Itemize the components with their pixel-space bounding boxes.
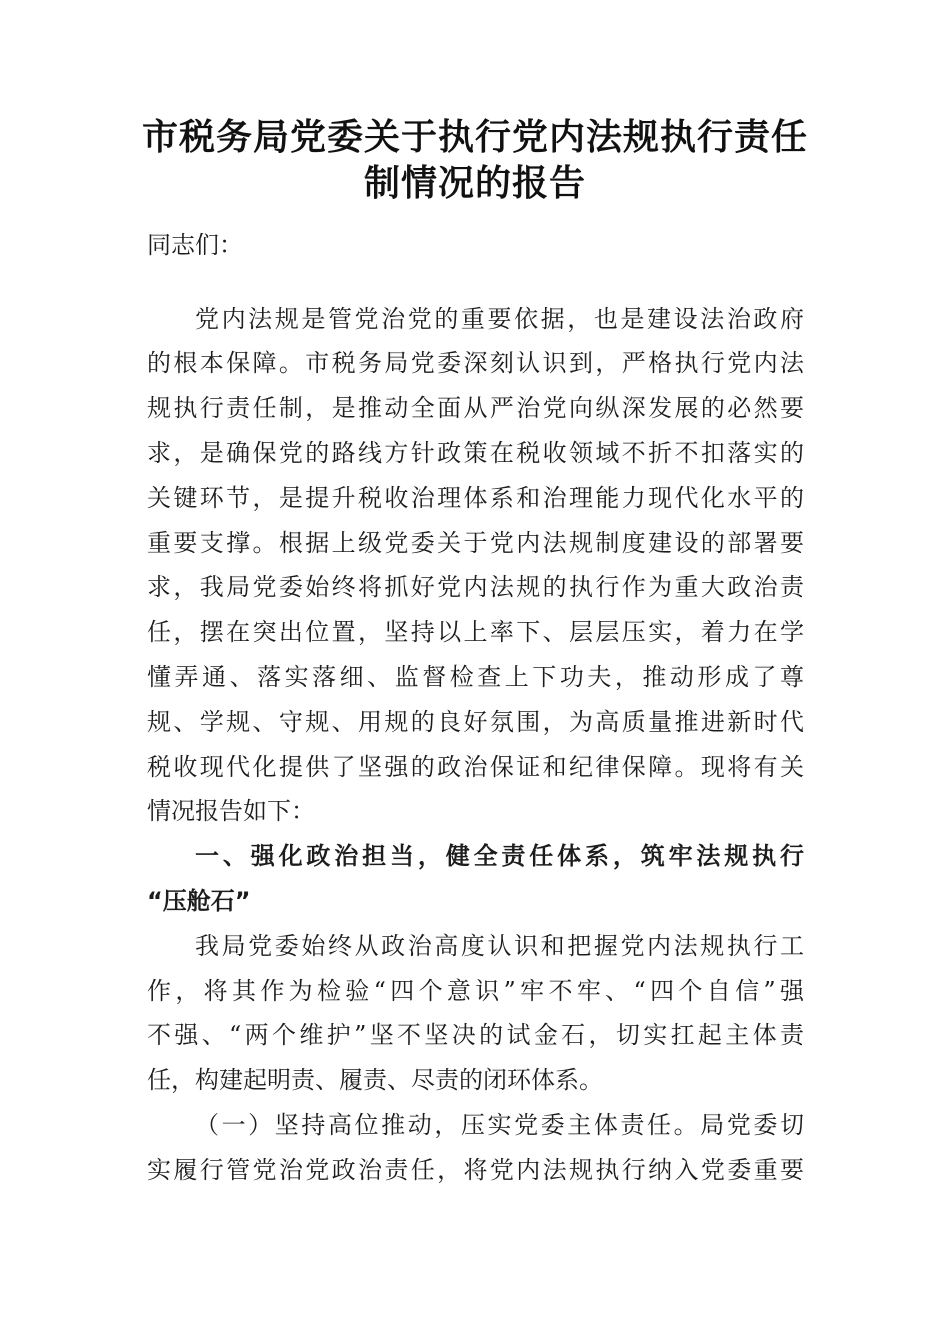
- paragraph-line: 的根本保障。市税务局党委深刻认识到，严格执行党内法: [147, 349, 804, 377]
- salutation: 同志们：: [147, 231, 243, 259]
- paragraph-line: 任，摆在突出位置，坚持以上率下、层层压实，着力在学: [147, 618, 804, 646]
- paragraph-line: 规、学规、守规、用规的良好氛围，为高质量推进新时代: [147, 708, 804, 736]
- paragraph-line: 不强、“两个维护”坚不坚决的试金石，切实扛起主体责: [147, 1021, 804, 1049]
- document-title-line-2: 制情况的报告: [363, 162, 586, 204]
- subsection-paragraph-line: （一）坚持高位推动，压实党委主体责任。局党委切: [195, 1111, 804, 1139]
- section-heading-line-1: 一、强化政治担当，健全责任体系，筑牢法规执行: [195, 842, 804, 870]
- paragraph-line: 求，是确保党的路线方针政策在税收领域不折不扣落实的: [147, 439, 804, 467]
- paragraph-line: 情况报告如下：: [147, 797, 315, 825]
- paragraph-line: 任，构建起明责、履责、尽责的闭环体系。: [147, 1066, 603, 1094]
- paragraph-line: 规执行责任制，是推动全面从严治党向纵深发展的必然要: [147, 394, 804, 422]
- document-title-line-1: 市税务局党委关于执行党内法规执行责任: [141, 116, 808, 158]
- section-heading-line-2: “压舱石”: [147, 887, 251, 915]
- paragraph-line: 党内法规是管党治党的重要依据，也是建设法治政府: [195, 305, 804, 333]
- paragraph-line: 我局党委始终从政治高度认识和把握党内法规执行工: [195, 932, 804, 960]
- paragraph-line: 作，将其作为检验“四个意识”牢不牢、“四个自信”强: [147, 977, 804, 1005]
- paragraph-line: 关键环节，是提升税收治理体系和治理能力现代化水平的: [147, 484, 804, 512]
- paragraph-line: 懂弄通、落实落细、监督检查上下功夫，推动形成了尊: [147, 663, 804, 691]
- paragraph-line: 实履行管党治党政治责任，将党内法规执行纳入党委重要: [147, 1156, 804, 1184]
- paragraph-line: 求，我局党委始终将抓好党内法规的执行作为重大政治责: [147, 573, 804, 601]
- paragraph-line: 重要支撑。根据上级党委关于党内法规制度建设的部署要: [147, 529, 804, 557]
- paragraph-line: 税收现代化提供了坚强的政治保证和纪律保障。现将有关: [147, 753, 804, 781]
